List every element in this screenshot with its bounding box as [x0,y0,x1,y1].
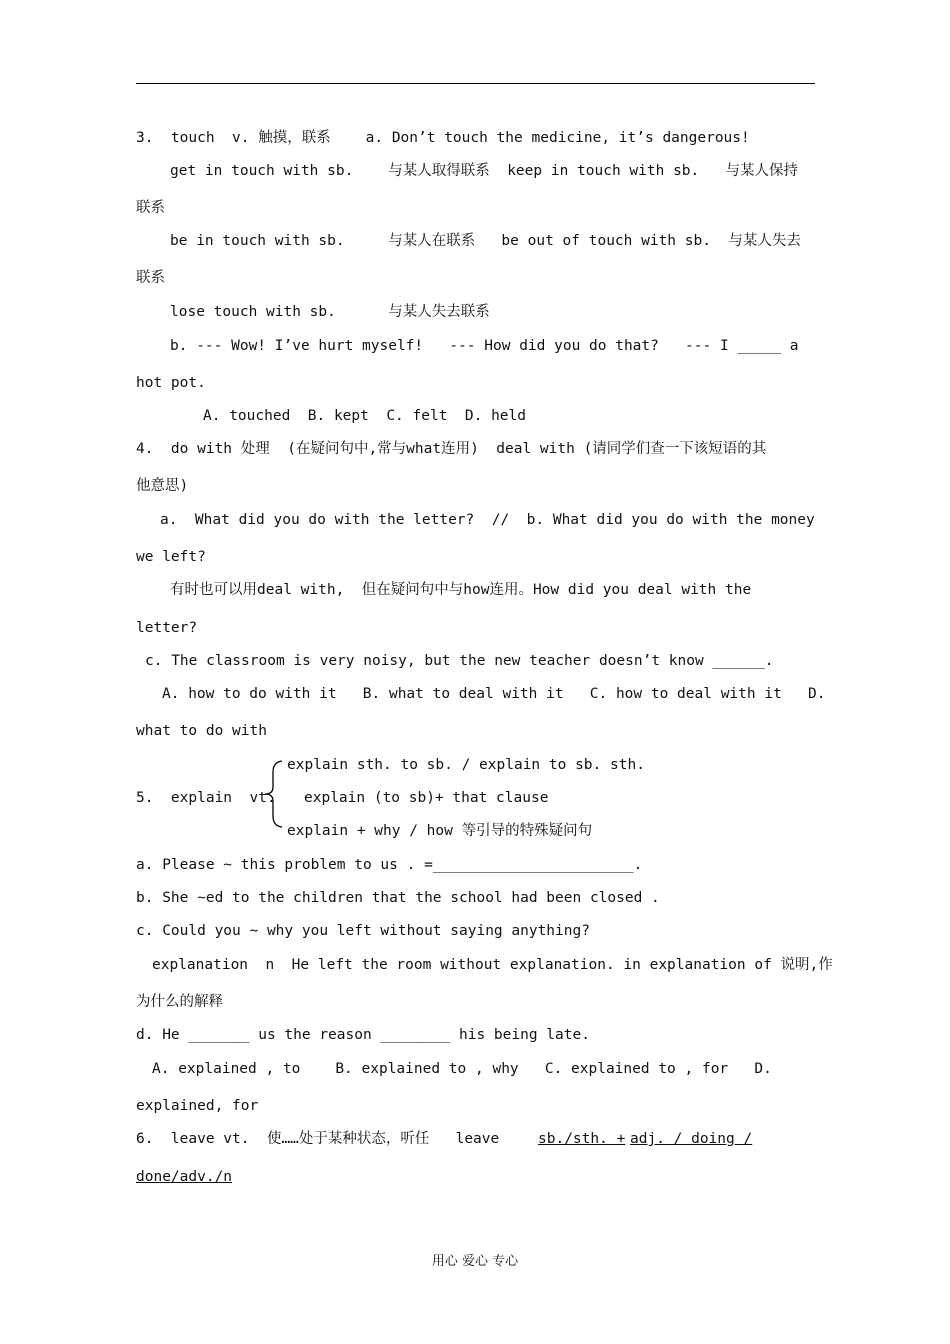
text-line: explanation n He left the room without explanation. in explanation of 说明,作 [152,957,833,973]
text-line: A. how to do with it B. what to deal with it C. how to deal with it D. [162,686,826,702]
page-footer: 用心 爱心 专心 [431,1254,519,1269]
text-line: we left? [136,549,206,565]
text-line: b. She ~ed to the children that the school had been closed . [136,890,660,906]
text-line: 3. touch v. 触摸，联系 a. Don’t touch the medicine, it’s dangerous! [136,130,750,146]
text-line: d. He _______ us the reason ________ his being late. [136,1027,590,1043]
text-line: 联系 [136,200,165,216]
text-line: letter? [136,620,198,636]
text-line: A. explained , to B. explained to , why C. explained to , for D. [152,1061,772,1077]
text-line: explain + why / how 等引导的特殊疑问句 [287,823,593,839]
text-line: lose touch with sb. 与某人失去联系 [170,304,490,320]
text-line: c. Could you ~ why you left without saying anything? [136,923,590,939]
text-line: A. touched B. kept C. felt D. held [203,408,527,424]
text-line: 为什么的解释 [136,994,223,1010]
text-line: explained, for [136,1098,259,1114]
text-line: get in touch with sb. 与某人取得联系 keep in touch with sb. 与某人保持 [170,163,798,179]
text-line: be in touch with sb. 与某人在联系 be out of touch with sb. 与某人失去 [170,233,801,249]
text-line: 5. explain vt. [136,790,276,806]
text-line: explain sth. to sb. / explain to sb. sth. [287,757,645,773]
text-line: b. --- Wow! I’ve hurt myself! --- How did you do that? --- I _____ a [170,338,799,354]
text-line: done/adv./n [136,1169,233,1185]
text-line: sb./sth. + [538,1131,626,1147]
text-line: c. The classroom is very noisy, but the new teacher doesn’t know ______. [145,653,774,669]
text-line: adj. / doing / [630,1131,753,1147]
header-rule [136,83,815,84]
text-line: a. What did you do with the letter? // b. What did you do with the money [160,512,815,528]
text-line: what to do with [136,723,267,739]
text-line: 有时也可以用deal with, 但在疑问句中与how连用。How did you deal with the [170,582,752,598]
text-line: 联系 [136,270,165,286]
text-line: 4. do with 处理 (在疑问句中,常与what连用) deal with (请同学们查一下该短语的其 [136,441,767,457]
text-line: 6. leave vt. 使……处于某种状态，听任 leave [136,1131,508,1147]
text-line: explain (to sb)+ that clause [304,790,549,806]
text-line: a. Please ~ this problem to us . =_______________________. [136,857,643,873]
text-line: 他意思) [136,478,189,494]
text-line: hot pot. [136,375,206,391]
